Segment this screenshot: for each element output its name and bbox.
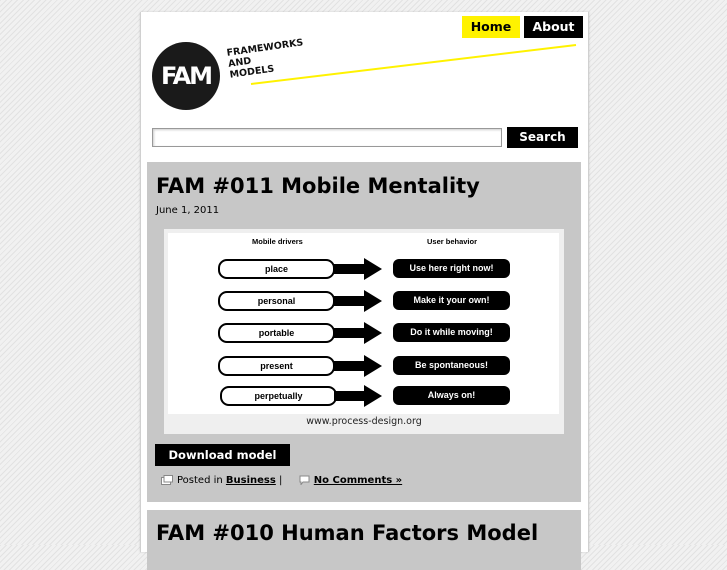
post-meta — [161, 475, 402, 486]
arrow-right-icon — [334, 322, 384, 344]
driver-pill: portable — [218, 323, 335, 343]
folder-icon — [161, 475, 173, 485]
behavior-box: Be spontaneous! — [393, 356, 510, 375]
arrow-right-icon — [334, 355, 384, 377]
search-button[interactable]: Search — [507, 127, 578, 148]
behavior-box: Always on! — [393, 386, 510, 405]
arrow-right-icon — [334, 385, 384, 407]
nav-about-button[interactable]: About — [524, 16, 583, 38]
post-date: June 1, 2011 — [156, 205, 220, 216]
model-diagram-image — [168, 233, 559, 414]
post-card — [147, 510, 581, 570]
driver-pill: personal — [218, 291, 335, 311]
diagram-left-heading: Mobile drivers — [252, 237, 303, 246]
comments-link[interactable]: No Comments » — [313, 475, 403, 486]
driver-pill: present — [218, 356, 335, 376]
meta-separator: | — [279, 475, 283, 486]
post-card — [147, 162, 581, 502]
download-model-button[interactable]: Download model — [155, 444, 290, 466]
behavior-box: Use here right now! — [393, 259, 510, 278]
behavior-box: Do it while moving! — [393, 323, 510, 342]
nav-home-button[interactable]: Home — [462, 16, 520, 38]
post-title-link[interactable]: FAM #010 Human Factors Model — [156, 521, 539, 545]
comment-icon — [299, 475, 310, 485]
driver-pill: perpetually — [220, 386, 337, 406]
model-figure — [164, 229, 564, 434]
diagram-right-heading: User behavior — [427, 237, 478, 246]
post-title-link[interactable]: FAM #011 Mobile Mentality — [156, 174, 480, 198]
category-link[interactable]: Business — [225, 475, 276, 486]
page-container — [140, 12, 589, 552]
search-input[interactable] — [152, 128, 502, 147]
driver-pill: place — [218, 259, 335, 279]
logo-wordmark: FRAMEWORKS AND MODELS — [226, 37, 304, 81]
figure-credit: www.process-design.org — [306, 416, 422, 427]
fam-logo-icon[interactable]: FAM — [152, 42, 220, 110]
arrow-right-icon — [334, 290, 384, 312]
behavior-box: Make it your own! — [393, 291, 510, 310]
posted-in-label: Posted in — [177, 475, 223, 486]
arrow-right-icon — [334, 258, 384, 280]
